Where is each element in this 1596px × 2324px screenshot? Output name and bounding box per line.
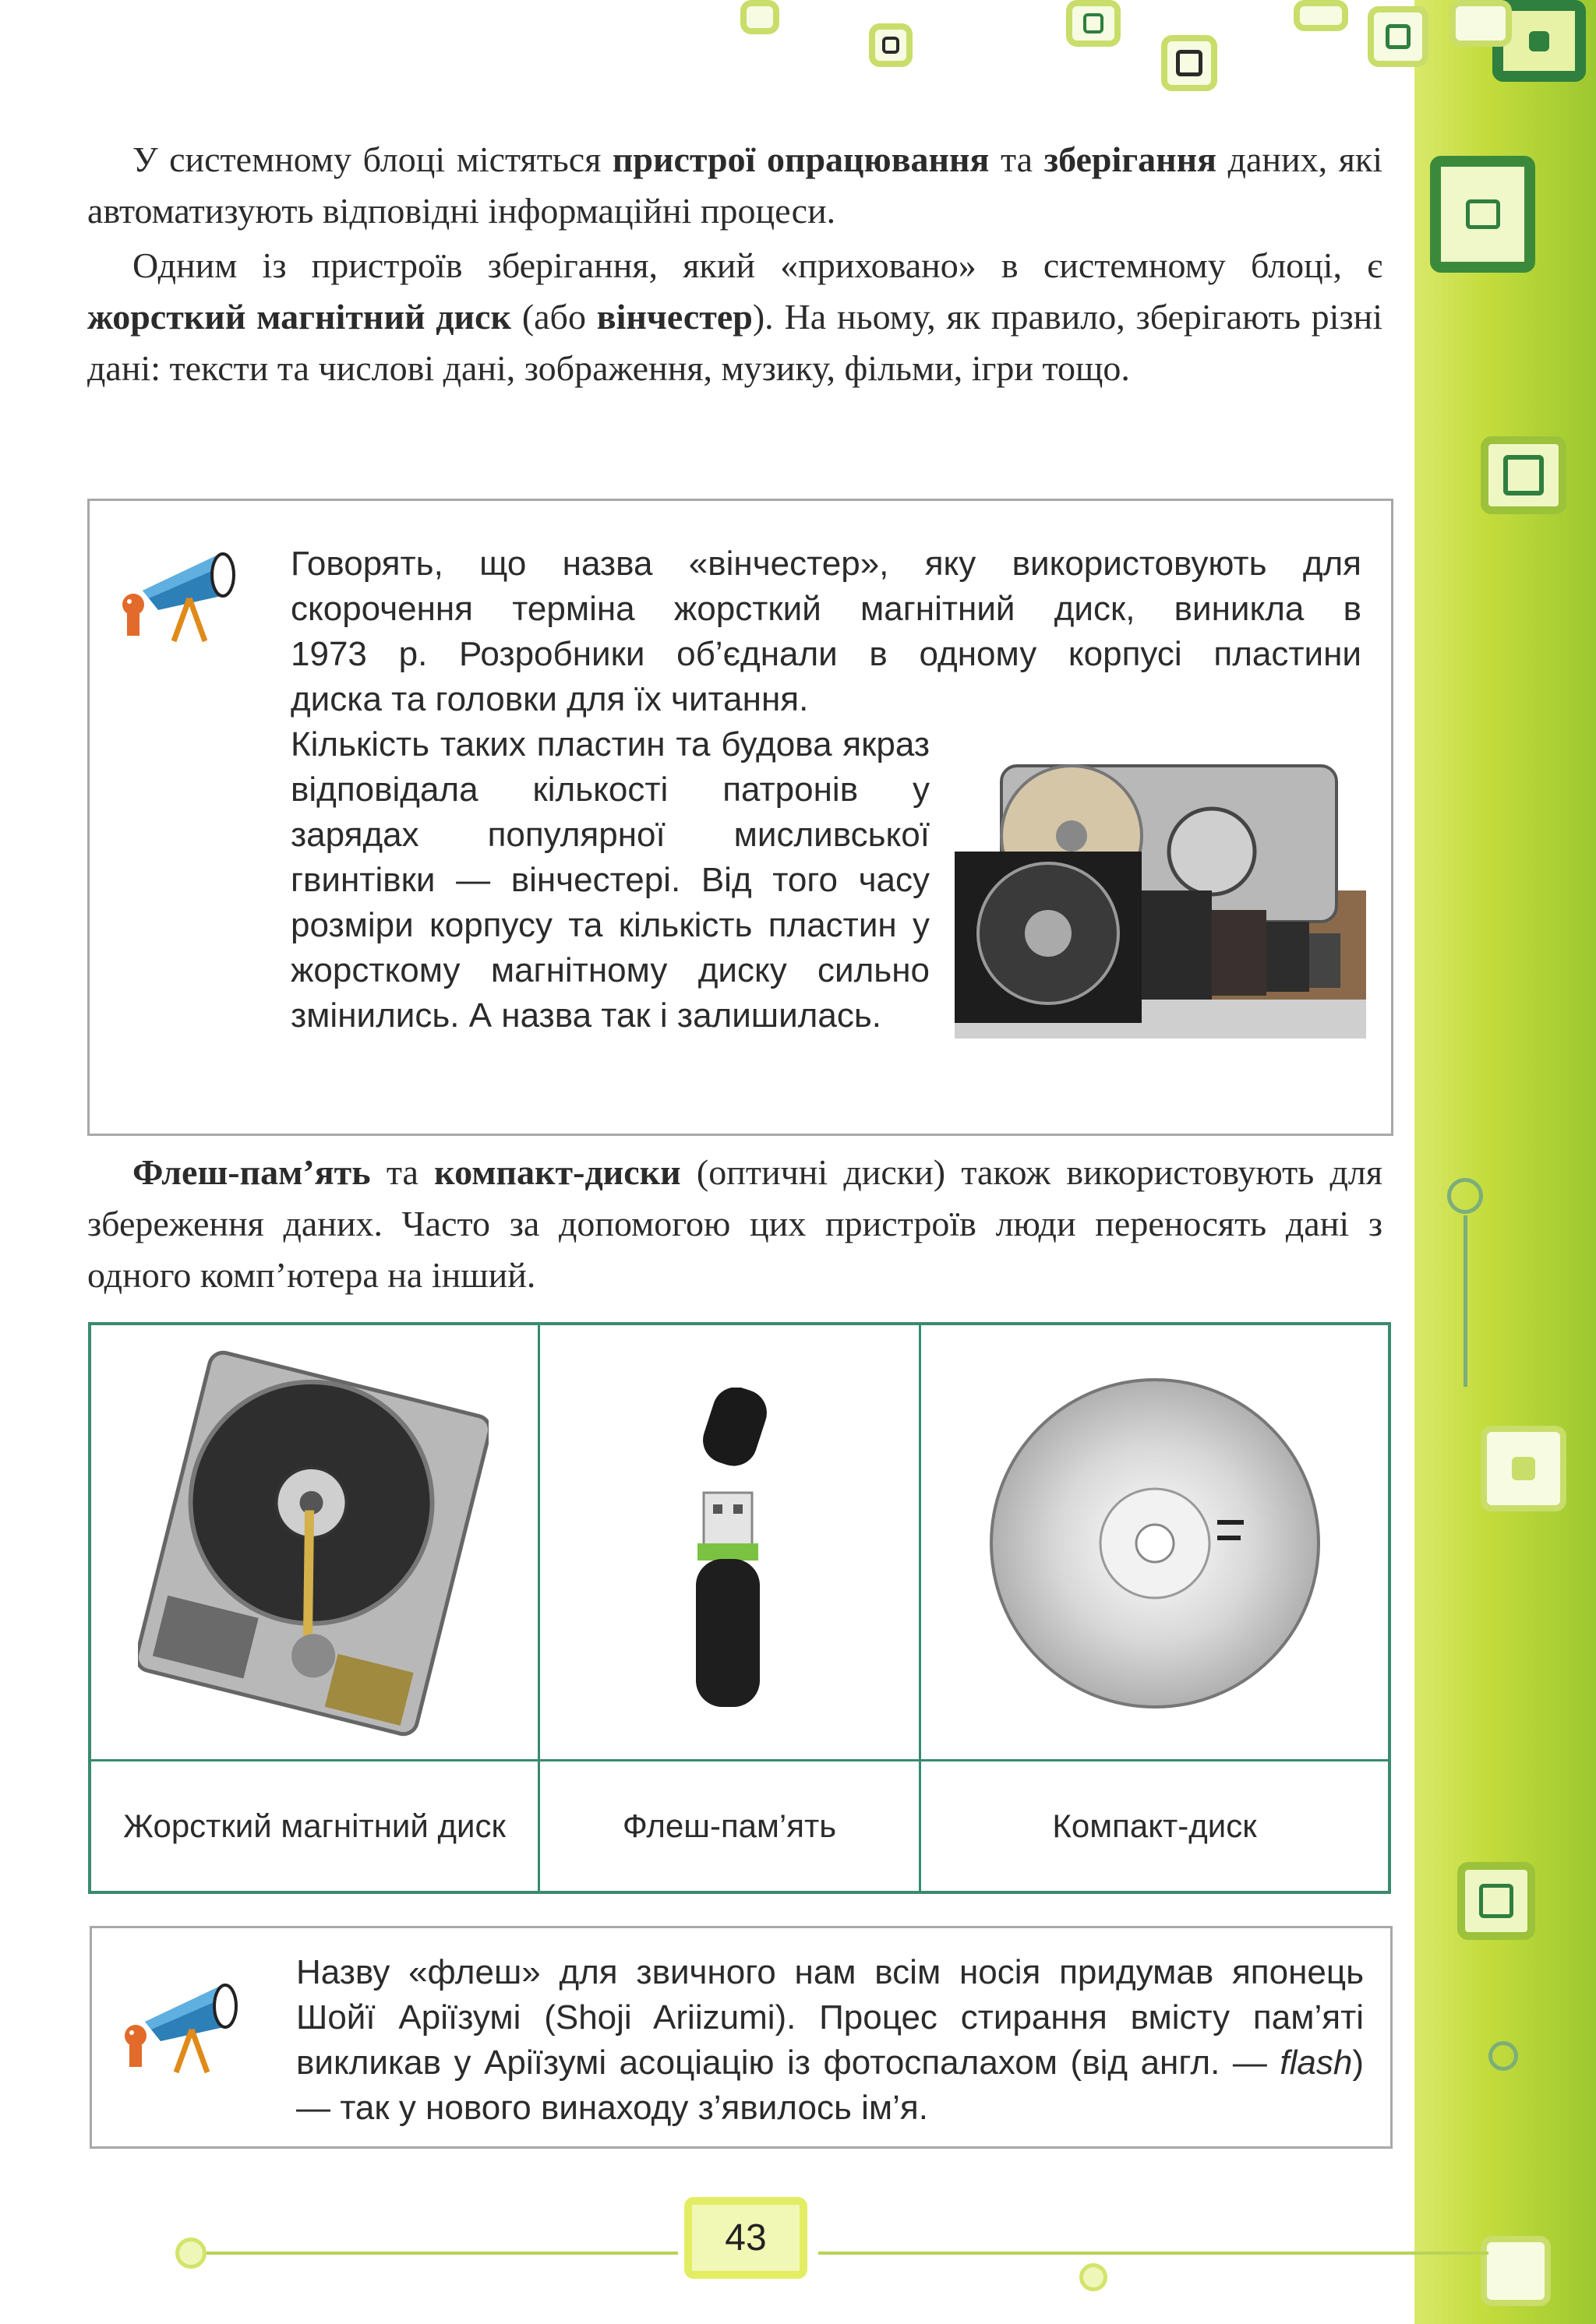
caption-flash: Флеш-пам’ять — [540, 1762, 921, 1891]
compact-disc-image — [983, 1372, 1326, 1715]
para3-text: та — [370, 1152, 435, 1192]
caption-hdd: Жорсткий магнітний диск — [91, 1762, 540, 1891]
cd-image-cell — [921, 1325, 1388, 1762]
para1-bold-processing: пристрої опрацювання — [612, 139, 990, 179]
telescope-mascot-icon — [111, 536, 244, 645]
note2-italic-flash: flash — [1280, 2044, 1353, 2082]
decor-square — [1161, 35, 1217, 91]
page-number-badge — [684, 2197, 807, 2279]
decor-square — [1481, 1426, 1566, 1511]
hdd-image-cell — [91, 1325, 540, 1762]
intro-paragraph — [87, 134, 1382, 394]
note1-line: скорочення терміна жорсткий магнітний диск, виникла в — [291, 590, 1361, 628]
note2-text: ) — так у нового винаходу з’явилось ім’я. — [296, 2044, 1364, 2127]
winchester-note-text — [291, 541, 1361, 722]
telescope-mascot-icon — [114, 1967, 246, 2076]
decor-circle — [175, 2238, 207, 2269]
para2-text: ). На ньому, як правило, зберігають різні дані: тексти та числові дані, зображення, музику, фільми, ігри тощо. — [87, 297, 1383, 388]
footer-line — [818, 2252, 1488, 2255]
para1-text: та — [989, 139, 1044, 179]
flash-note-box — [90, 1926, 1393, 2149]
para3-bold-flash: Флеш-пам’ять — [132, 1152, 371, 1192]
para3-bold-cd: компакт-диски — [434, 1152, 681, 1192]
decor-square — [869, 23, 913, 67]
caption-cd: Компакт-диск — [1052, 1807, 1257, 1844]
para2-text: (або — [510, 297, 597, 337]
decor-square — [1481, 436, 1566, 514]
footer-line — [195, 2252, 678, 2255]
decor-square — [1066, 0, 1121, 47]
hard-drive-models-photo — [955, 735, 1366, 1039]
decor-square — [1430, 156, 1535, 273]
page-number: 43 — [725, 2217, 767, 2259]
para2-text: Одним із пристроїв зберігання, який «приховано» в системному блоці, є — [132, 245, 1382, 285]
decor-square — [1449, 0, 1512, 47]
note1-line: Говорять, що назва «вінчестер», яку використовують для — [291, 545, 1361, 583]
decor-square — [1481, 2236, 1551, 2306]
para2-bold-hdd: жорсткий магнітний диск — [87, 297, 511, 337]
flash-note-text — [296, 1950, 1364, 2131]
decor-circle — [1488, 2041, 1518, 2071]
para1-text: У системному блоці містяться — [132, 139, 613, 179]
decor-square — [740, 0, 779, 34]
storage-media-table — [88, 1322, 1391, 1894]
storage-media-paragraph — [87, 1147, 1382, 1301]
note2-text: Назву «флеш» для звичного нам всім носія придумав японець Шойї Аріїзумі (Shoji Ariizumi). Процес стирання вмісту пам’яті викликав у Аріїзумі асоціацію із фотоспалахом (від англ. — — [296, 1953, 1364, 2082]
hard-drive-image — [138, 1349, 489, 1738]
decor-circle — [1447, 1178, 1483, 1214]
para3-text: (оптичні диски) також використовують для збереження даних. Часто за допомогою цих пристроїв люди переносять дані з одного комп’ютера на інший. — [87, 1152, 1382, 1295]
para1-bold-storage: зберігання — [1043, 139, 1217, 179]
note1-line: диска та головки для їх читання. — [291, 680, 809, 718]
flash-drive-image — [688, 1388, 782, 1715]
winchester-note-continued: Кількість таких пластин та будова якраз відповідала кількості патронів у зарядах популярної мисливської гвинтівки — вінчестері. Від того часу розміри корпусу та кількість пластин у жорсткому магнітному диску сильно змінились. А назва так і залишилась. — [291, 725, 930, 1035]
flash-image-cell — [540, 1325, 921, 1762]
decor-square — [1368, 6, 1428, 67]
decorative-side-strip — [1414, 0, 1596, 2324]
winchester-note-box — [87, 499, 1393, 1136]
para2-bold-winchester: вінчестер — [596, 297, 753, 337]
para1-text: даних, які автоматизують відповідні інформаційні процеси. — [87, 139, 1382, 231]
decor-circle — [1079, 2263, 1107, 2291]
decor-square — [1457, 1862, 1535, 1940]
note1-line: 1973 р. Розробники об’єднали в одному корпусі пластини — [291, 635, 1361, 673]
decor-line — [1464, 1215, 1467, 1387]
decor-square — [1294, 0, 1348, 31]
